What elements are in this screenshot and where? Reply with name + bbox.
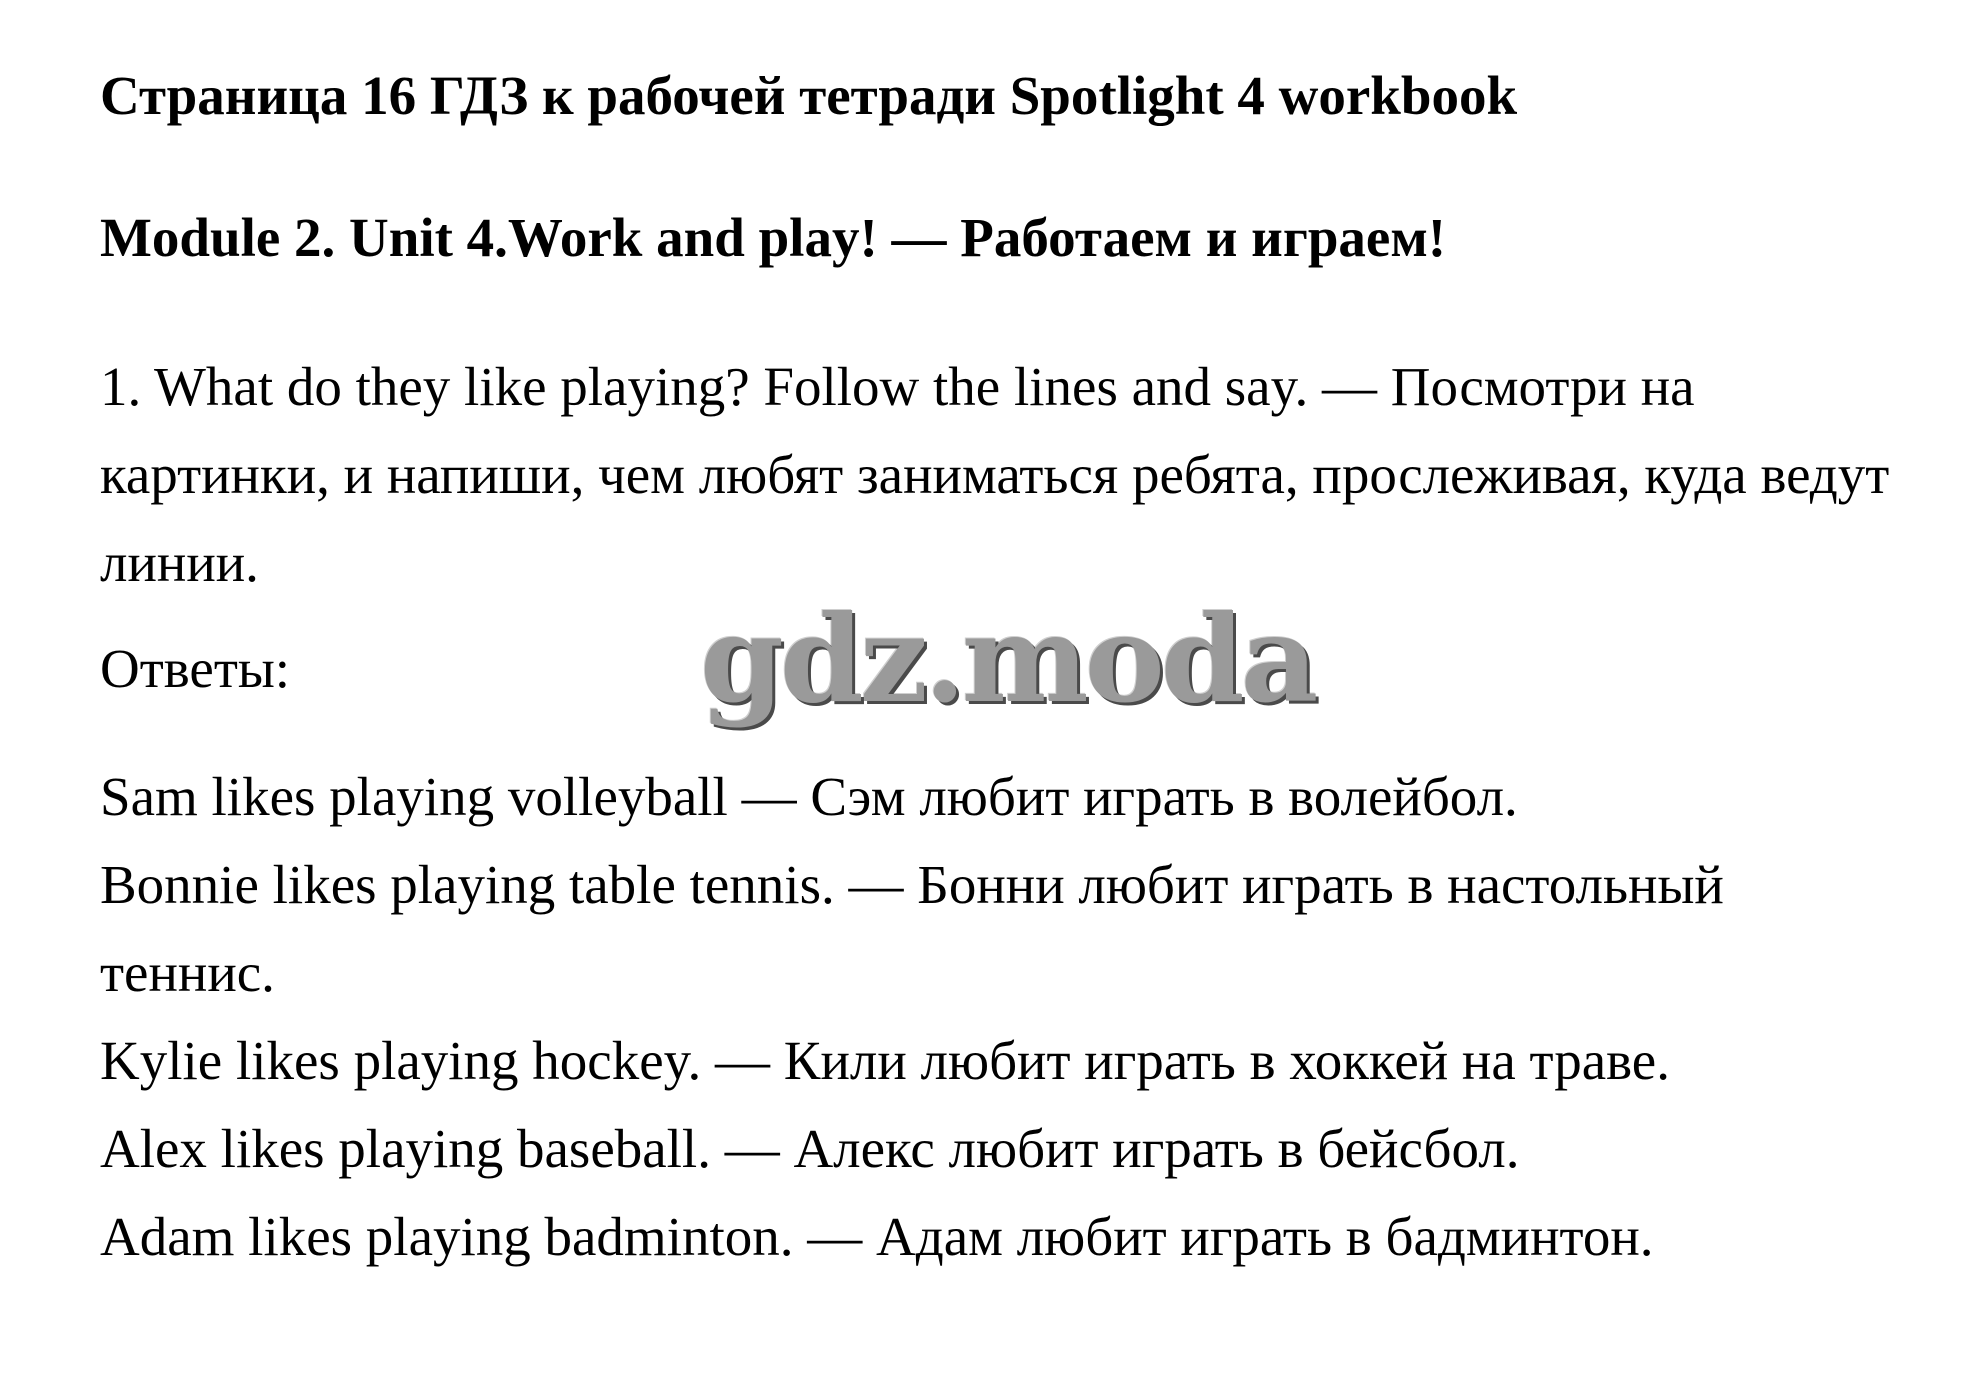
answers-list [100, 753, 1880, 1281]
module-heading: Module 2. Unit 4.Work and play! — Работаем и играем! [100, 207, 1447, 268]
page-title: Страница 16 ГДЗ к рабочей тетради Spotlight 4 workbook [100, 65, 1518, 126]
answer-item-bonnie: Bonnie likes playing table tennis. — Бонни любит играть в настольный теннис. [100, 854, 1724, 1003]
answer-item-kylie: Kylie likes playing hockey. — Кили любит играть в хоккей на траве. [100, 1030, 1670, 1091]
answer-item-alex: Alex likes playing baseball. — Алекс любит играть в бейсбол. [100, 1118, 1520, 1179]
answers-label: Ответы: [100, 638, 291, 699]
answer-item-adam: Adam likes playing badminton. — Адам любит играть в бадминтон. [100, 1206, 1654, 1267]
watermark-logo: gdz.moda [700, 589, 1315, 730]
task-instruction: 1. What do they like playing? Follow the lines and say. — Посмотри на картинки, и напиши, чем любят заниматься ребята, прослеживая, куда ведут линии. [100, 356, 1890, 593]
answer-item-sam: Sam likes playing volleyball — Сэм любит играть в волейбол. [100, 766, 1518, 827]
